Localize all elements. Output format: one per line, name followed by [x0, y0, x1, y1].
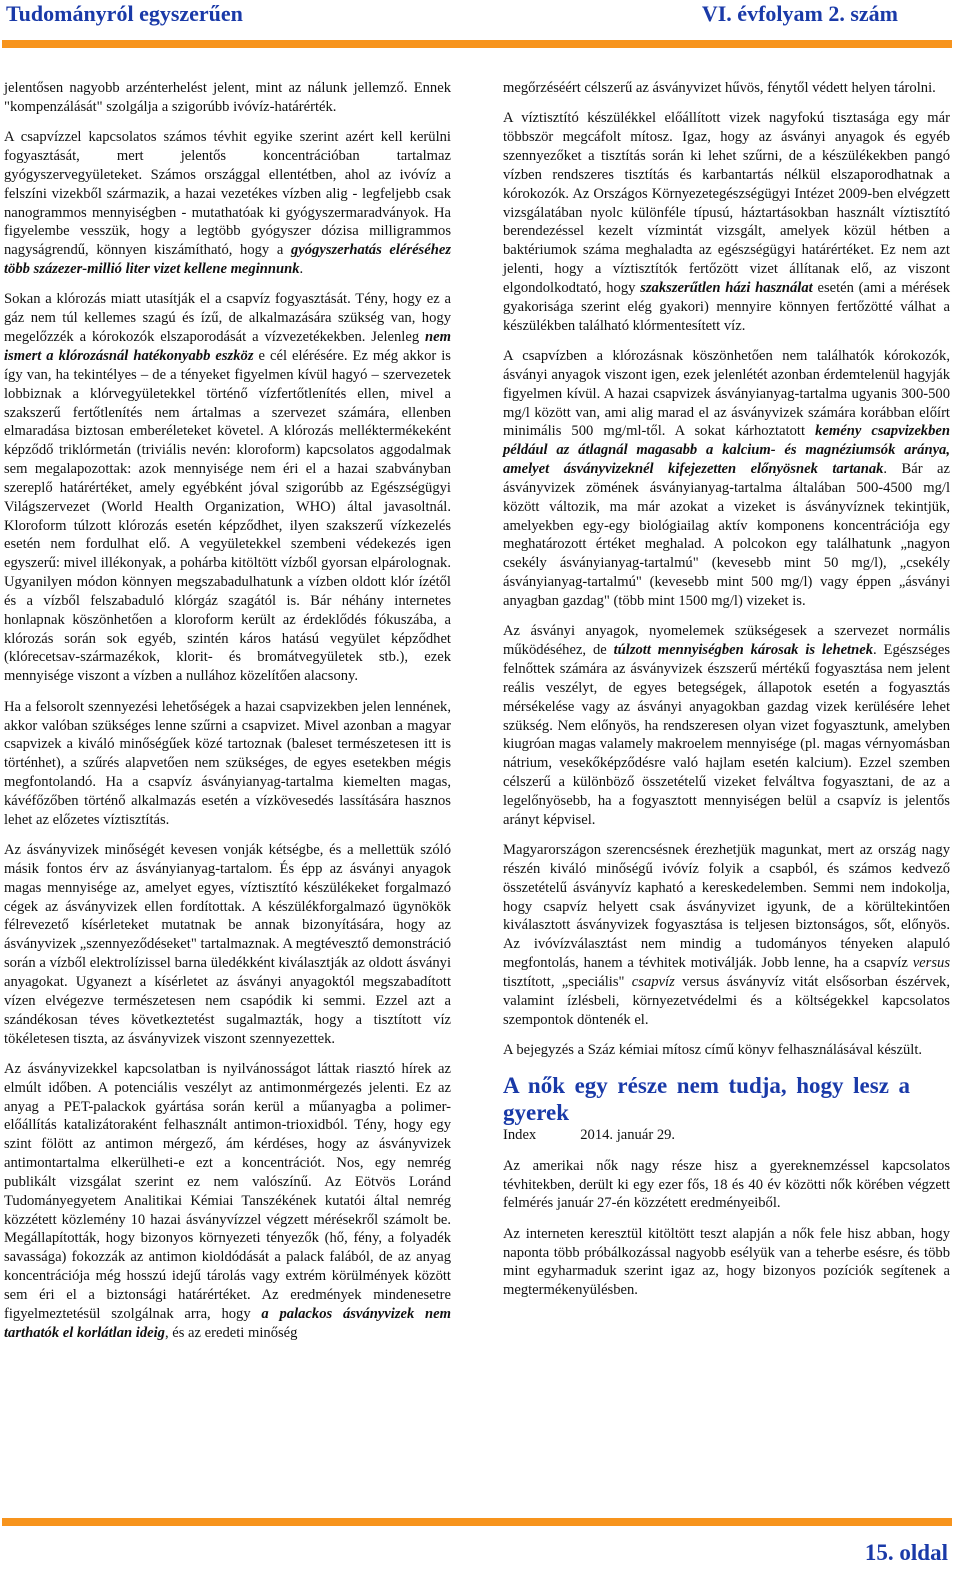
issue-label: VI. évfolyam 2. szám [701, 1, 898, 26]
emphasis: túlzott mennyiségben károsak is lehetnek [613, 642, 874, 659]
emphasis: kemény csapvizekben például az átlagnál magasabb a kalcium- és magnéziumsók aránya, amelyet ásványvizeknél kifejezetten előnyösnek tartanak [503, 423, 950, 478]
article-title: A nők egy része nem tudja, hogy lesz a gyerek [503, 1072, 910, 1125]
article-meta [503, 1126, 950, 1145]
paragraph: A csapvízben a klórozásnak köszönhetően nem találhatók kórokozók, ásványi anyagok viszont igen, ezek jelenlétét azonban érdemtelenül hagyják figyelmen kívül. A hazai csapvizek ásványianyag-tartalma ugyanis 300-500 mg/l között van, ami alig marad el az ásványvizek számára korábban előírt minimális 500 mg/ml-től. A sokat kárhoztatott kemény csapvizekben például az átlagnál magasabb a kalcium- és magnéziumsók aránya, amelyet ásványvizeknél kifejezetten előnyösnek tartanak. Bár az ásványvizek zömének ásványianyag-tartalma általában 500-4500 mg/l között változik, ma már azokat a vizeket is ásványvíznek tekintjük, amelyekben egy-egy biológiailag aktív komponens koncentrációja egy meghatározott értéket meghalad. A polcokon egy találhatunk „nagyon csekély ásványianyag-tartalmú" (kevesebb mint 50 mg/l), „csekély ásványianyag-tartalmú" (kevesebb mint 500 mg/l) vagy éppen „ásványi anyagban gazdag" (több mint 1500 mg/l) vizeket is. [503, 347, 950, 609]
emphasis: a palackos ásványvizek nem tarthatók el korlátlan ideig [4, 1305, 451, 1341]
paragraph: Ha a felsorolt szennyezési lehetőségek a hazai csapvizekben jelen lennének, akkor valóban szükséges lenne szűrni a csapvizet. Mivel azonban a magyar csapvizek a kiváló minőségűek közé tartoznak (baleset természetesen itt is történhet), a szűrés alapvetően nem szükséges, de egyes esetekben mégis megfontolandó. Ha a csapvíz ásványianyag-tartalma kiemelten magas, kávéfőzőben történő alkalmazás esetén a vízkövesedés lassítására hasznos lehet az előzetes víztisztítás. [4, 698, 451, 828]
paragraph: Az amerikai nők nagy része hisz a gyereknemzéssel kapcsolatos tévhitekben, derült ki egy ezer fős, 18 és 40 év közötti nők körében végzett felmérés január 27-én közzétett eredményeiből. [503, 1157, 950, 1212]
paragraph: megőrzéséért célszerű az ásványvizet hűvös, fénytől védett helyen tárolni. [503, 80, 936, 96]
article-source: Index [503, 1126, 537, 1143]
paragraph: Magyarországon szerencsésnek érezhetjük magunkat, mert az ország nagy részén kiváló minőségű ivóvíz folyik a csapból, és számos kedvező összetételű ásványvíz kapható a kereskedelemben. Semmi nem indokolja, hogy csapvíz helyett csak ásványvizet igyunk, de a körültekintően kiválasztott ásványvizek fogyasztása is teljesen biztonságos, sőt, előnyös. Az ivóvízválasztást nem mindig a tudományos tényeken alapuló megfontolás, hanem a tévhitek motiválják. Jobb lenne, ha a csapvíz versus tisztított, „speciális" csapvíz versus ásványvíz vitát elsősorban észérvek, valamint ízlésbeli, környezetvédelmi és a költségekkel kapcsolatos szempontok döntenék el. [503, 842, 950, 1028]
page-number: 15. oldal [864, 1540, 948, 1565]
paragraph: Sokan a klórozás miatt utasítják el a csapvíz fogyasztását. Tény, hogy ez a gáz nem túl kellemes szagú és ízű, de alkalmazására szükség van, hogy megelőzzék a kórokozók elszaporodását a vízvezetékekben. Jelenleg nem ismert a klórozásnál hatékonyabb eszköz e cél elérésére. Ez még akkor is így van, ha tekintélyes – de a tényeket figyelmen kívül hagyó – szervezetek lobbiznak a klórvegyületekkel történő vízfertőtlenítés ellen, mivel a szakszerű fertőtlenítés nem ártalmas a szervezet számára, ellenben elmaradása biztosan emberéleteket követel. A klórozás melléktermékeként képződő triklórmetán (triviális nevén: kloroform) kapcsolatos aggodalmak sem megalapozottak: azok mennyisége nem éri el a hazai szabványban szereplő határértéket, amely egyébként jóval szigorúbb az Egészségügyi Világszervezet (World Health Organization, WHO) által javasoltnál. Kloroform túlzott klórozás esetén képződhet, ilyen szakszerű vízkezelés esetén nem fordulhat elő. A vegyületekkel szembeni védekezés igen egyszerű: mivel illékonyak, a pohárba kitöltött vízből gyorsan elpárolognak. Ugyanilyen módon könnyen megszabadulhatunk a vízben oldott klór ízétől és a vízből felszabaduló klórgáz szagától is. Bár néhány internetes honlapnak köszönhetően a kloroform került az érdeklődés fókuszába, a klórozás során sok egyéb, szintén káros hatású vegyület képződhet (klórecetsav-származékok, klorit- és bromátvegyületek stb.), ezek mennyisége viszont a vízben a nullához közelítően alacsony. [4, 291, 451, 685]
emphasis: csapvíz [631, 973, 675, 990]
article-date: 2014. január 29. [580, 1126, 676, 1143]
paragraph: Az ásványvizekkel kapcsolatban is nyilvánosságot láttak riasztó hírek az elmúlt időben. A potenciális veszélyt az antimonmérgezés jelenti. Ez az anyag a PET-palackok gyártása során kerül a műanyagba a polimer-előállítás katalizátoraként felhasznált antimon-trioxidból. Tény, hogy egy szint fölött az antimon mérgező, ám kérdéses, hogy az ásványvizek antimontartalma elkerülheti-e ezt a koncentrációt. Nos, egy nemrég publikált vizsgálat szerint ez nem valószínű. Az Eötvös Loránd Tudományegyetem Analitikai Kémiai Tanszékének kutatói által nemrég közzétett közlemény 10 hazai ásványvízzel végzett mérésekről számolt be. Megállapították, hogy bizonyos környezeti tényezők (hő, fény, a folyadék savassága) fokozzák az antimon kioldódását a palack falából, de az anyag koncentrációja még hosszú idejű tárolás vagy extrém körülmények között sem éri el a biztonsági határértéket. Az eredmények mindenesetre figyelmeztetésül szolgálnak arra, hogy a palackos ásványvizek nem tarthatók el korlátlan ideig, és az eredeti minőség [4, 1060, 451, 1341]
emphasis: versus [912, 955, 950, 972]
emphasis: gyógyszerhatás eléréséhez több százezer-millió liter vizet kellene meginnunk [4, 242, 451, 278]
right-column [503, 79, 950, 1312]
header-divider [2, 40, 952, 48]
paragraph: Az ásványi anyagok, nyomelemek szükségesek a szervezet normális működéséhez, de túlzott mennyiségben károsak is lehetnek. Egészséges felnőttek számára az ásványvizek észszerű mértékű fogyasztása nem jelent reális veszélyt, de egyes betegségek, állapotok esetén a fogyasztás mérsékelése vagy az ásványi anyagokban gazdag vizek kerülésére lehet szükség. Nem előnyös, ha rendszeresen olyan vizet fogyasztunk, amelyben kiugróan magas valamely makroelem mennyisége (pl. magas vérnyomásban nátrium, vesekőképződésre való hajlam esetén kalcium). Ezzel szemben célszerű a különböző összetételű vizeket felváltva fogyasztani, de az a legelőnyösebb, ha a fogyasztott mennyiségen belül a csapvíz is jelentős arányt képvisel. [503, 623, 950, 828]
paragraph: A bejegyzés a Száz kémiai mítosz című könyv felhasználásával készült. [503, 1042, 923, 1058]
paragraph: A csapvízzel kapcsolatos számos tévhit egyike szerint azért kell kerülni fogyasztását, mert jelentős koncentrációban tartalmaz gyógyszervegyületeket. Számos országgal ellentétben, ahol az ivóvíz a felszíni vizekből származik, a hazai vezetékes vízben alig - legfeljebb csak nanogrammos mennyiségben - mutathatóak ki gyógyszermaradványok. Ha figyelembe vesszük, hogy a legtöbb gyógyszer dózisa milligrammos nagyságrendű, könnyen kiszámítható, hogy a gyógyszerhatás eléréséhez több százezer-millió liter vizet kellene meginnunk. [4, 129, 451, 278]
paragraph: Az ásványvizek minőségét kevesen vonják kétségbe, és a mellettük szóló másik fontos érv az ásványianyag-tartalom. És épp az ásványi anyagok magas mennyisége az, amelyet egyes, víztisztító készülékeket forgalmazó cégek az ásványvizek ellen fordítottak. A készülékforgalmazó ügynökök félrevezető kísérleteket mutatnak be annak bizonyítására, hogy az ásványvizek „szennyeződéseket" tartalmaznak. A megtévesztő demonstráció során a vízből elektrolízissel barna üledékként kiválasztják az oldott ásványi anyagokat. Ugyanezt a kísérletet az ásványi anyagoktól megszabadított vízen elvégezve természetesen nem csapódik ki semmi. Ezzel azt a szándékosan téves következtetést sugalmazták, hogy a tisztított víz tökéletesen tiszta, az ásványvizek viszont szennyezettek. [4, 842, 451, 1047]
footer-divider [2, 1518, 952, 1526]
journal-title: Tudományról egyszerűen [6, 1, 243, 26]
emphasis: nem ismert a klórozásnál hatékonyabb eszköz [4, 329, 451, 364]
paragraph: A víztisztító készülékkel előállított vizek nagyfokú tisztasága egy már többször megcáfolt mítosz. Igaz, hogy az ásványi anyagok és egyéb szennyezőket a tisztítás során ki lehet szűrni, de a készülékekben pangó vízben rendszeres tisztítás és karbantartás nélkül elszaporodhatnak a kórokozók. Az Országos Környezetegészségügyi Intézet 2009-ben elvégzett vizsgálatában nyolc különféle típusú, háztartásokban használt víztisztító berendezéssel kezelt vízmintát vizsgált, amelyek közül hétben a baktériumok száma meghaladta az egészségügyi határértéket. Ez nem azt jelenti, hogy a víztisztítók fertőzött vizet állítanak elő, az viszont elgondolkodtató, hogy szakszerűtlen házi használat esetén (ami a mérések gyakorisága szerint elég gyakori) mennyire könnyen fertőzötté válhat a készülékben található klórmentesített víz. [503, 110, 951, 334]
page-header [0, 0, 960, 50]
paragraph: jelentősen nagyobb arzénterhelést jelent, mint az nálunk jellemző. Ennek "kompenzálását" szolgálja a szigorúbb ivóvíz-határérték. [4, 80, 451, 115]
paragraph: Az interneten keresztül kitöltött teszt alapján a nők fele hisz abban, hogy naponta több próbálkozással nagyobb esélyük van a teherbe esésre, és több mint egyharmaduk szerint igaz az, hogy bizonyos pozíciók segítenek a megtermékenyülésben. [503, 1225, 950, 1299]
left-column [4, 79, 451, 1343]
emphasis: szakszerűtlen házi használat [640, 279, 813, 296]
